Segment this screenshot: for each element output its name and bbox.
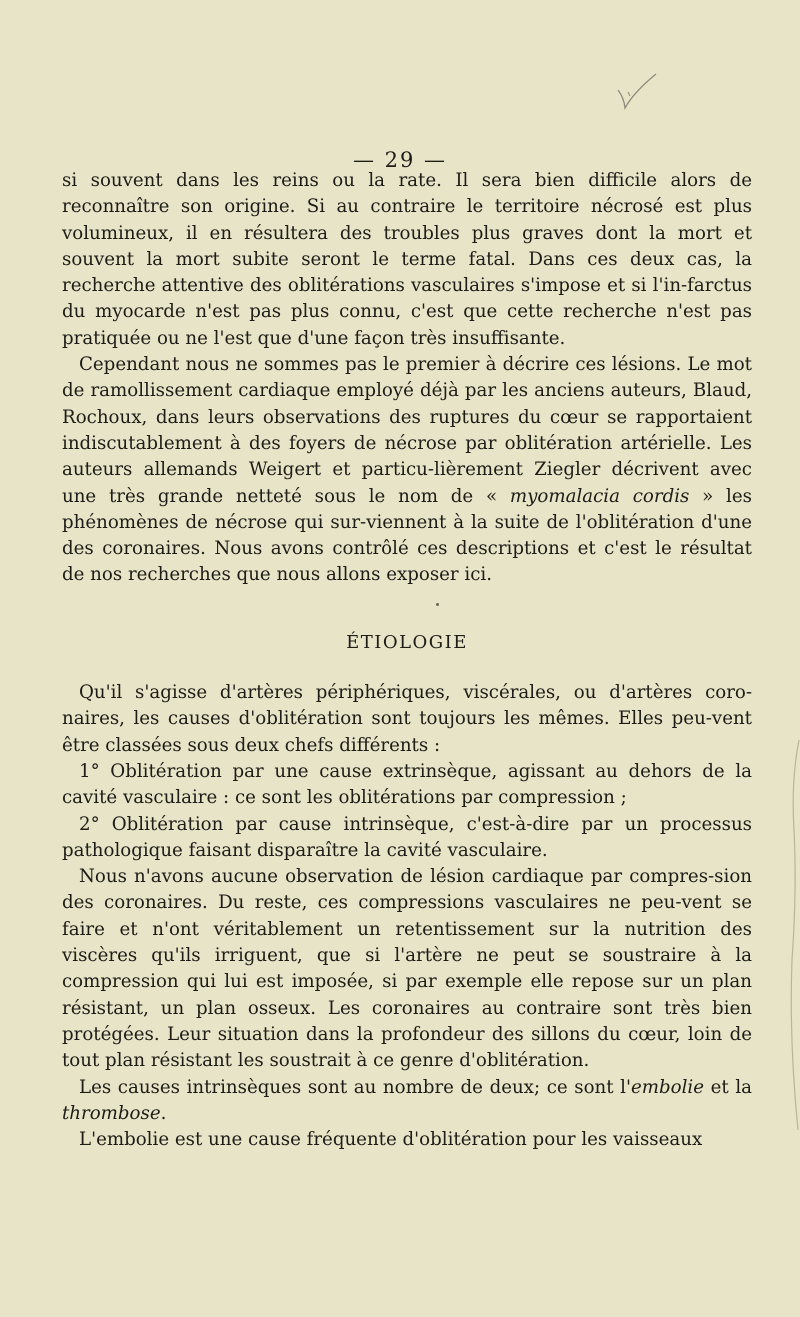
intrinsic-causes-connector: et la xyxy=(710,1076,752,1098)
paragraph-cause-extrinsic: 1° Oblitération par une cause extrinsèque, agissant au dehors de la cavité vasculaire : ce sont les oblitérations par compression ; xyxy=(62,760,752,809)
paragraph-compression: Nous n'avons aucune observation de lésion cardiaque par compres-sion des coronaires. Du reste, ces compressions vasculaires ne peu-vent se faire et n'ont véritablement un retentissement sur la nutrition des viscères qu'ils irriguent, que si l'artère ne peut se soustraire à la compression qui lui est imposée, si par exemple elle repose sur un plan résistant, un plan osseux. Les coronaires au contraire sont très bien protégées. Leur situation dans la profondeur des sillons du cœur, loin de tout plan résistant les soustrait à ce genre d'oblitération. xyxy=(62,866,752,1072)
paragraph-previous-work-tail: » les phénomènes de nécrose qui sur-viennent à la suite de l'oblitération d'une des coronaires. Nous avons contrôlé ces descriptions et c'est le résultat de nos recherches que nous allons exposer ici. xyxy=(62,485,752,586)
page-body xyxy=(62,168,752,1153)
term-myomalacia-cordis: myomalacia cordis xyxy=(509,485,690,507)
intrinsic-causes-text: Les causes intrinsèques sont au nombre de deux; ce sont l' xyxy=(79,1076,631,1098)
page-number: — 29 — xyxy=(352,148,448,172)
paragraph-previous-work xyxy=(62,352,752,589)
paragraph-embolie: L'embolie est une cause fréquente d'oblitération pour les vaisseaux xyxy=(79,1129,703,1151)
paragraph-continuation: si souvent dans les reins ou la rate. Il sera bien difficile alors de reconnaître son origine. Si au contraire le territoire nécrosé est plus volumineux, il en résultera des troubles plus graves dont la mort et souvent la mort subite seront le terme fatal. Dans ces deux cas, la recherche attentive des oblitérations vasculaires s'impose et si l'in-farctus du myocarde n'est pas plus connu, c'est que cette recherche n'est pas pratiquée ou ne l'est que d'une façon très insuffisante. xyxy=(62,170,752,349)
pencil-check-mark xyxy=(612,72,662,112)
paragraph-causes-intro: Qu'il s'agisse d'artères périphériques, viscérales, ou d'artères coro-naires, les causes d'oblitération sont toujours les mêmes. Elles peu-vent être classées sous deux chefs différents : xyxy=(62,682,752,756)
paragraph-intrinsic-causes xyxy=(62,1075,752,1128)
paragraph-previous-work-text: Cependant nous ne sommes pas le premier à décrire ces lésions. Le mot de ramollissement cardiaque employé déjà par les anciens auteurs, Blaud, Rochoux, dans leurs observations des ruptures du cœur se rapportaient indiscutablement à des foyers de nécrose par oblitération artérielle. Les auteurs allemands Weigert et particu-lièrement Ziegler décrivent avec une très grande netteté sous le nom de « xyxy=(62,354,752,507)
page-edge-shadow xyxy=(788,740,800,1130)
paragraph-cause-intrinsic: 2° Oblitération par cause intrinsèque, c'est-à-dire par un processus pathologique faisant disparaître la cavité vasculaire. xyxy=(62,813,752,861)
term-embolie: embolie xyxy=(631,1076,704,1098)
section-heading-etiologie: ÉTIOLOGIE xyxy=(346,631,468,653)
intrinsic-causes-end: . xyxy=(160,1102,167,1124)
term-thrombose: thrombose xyxy=(62,1102,161,1124)
